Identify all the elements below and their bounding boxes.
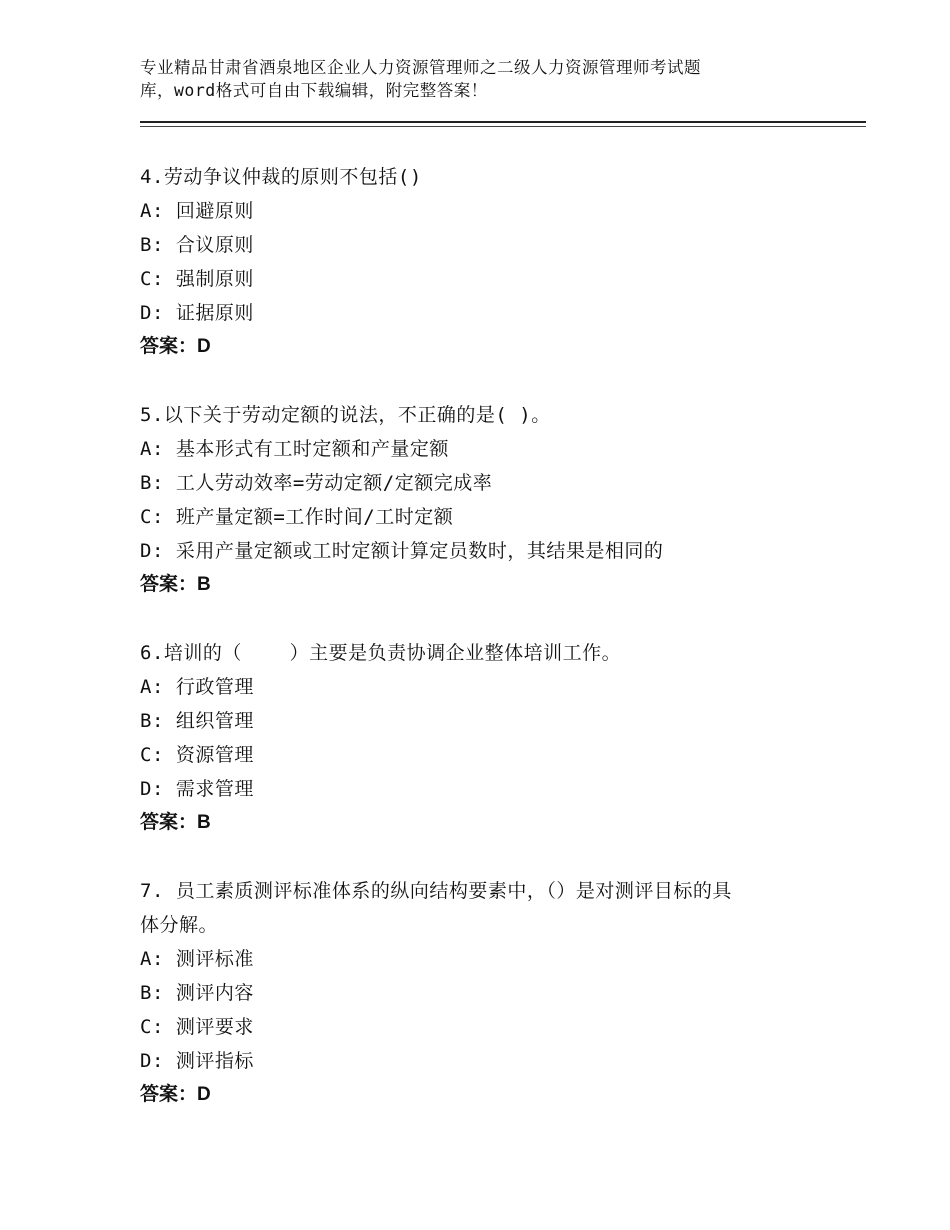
- question-4: [140, 160, 840, 364]
- option-b: B: 组织管理: [140, 710, 254, 732]
- question-stem: 5.以下关于劳动定额的说法，不正确的是( )。: [140, 404, 551, 426]
- option-a: A: 基本形式有工时定额和产量定额: [140, 438, 449, 460]
- header-title-line-2: 库，word格式可自由下载编辑，附完整答案！: [140, 81, 488, 100]
- document-header: [140, 56, 840, 102]
- answer-label: 答案：B: [140, 574, 211, 595]
- question-7: [140, 874, 840, 1112]
- option-b: B: 合议原则: [140, 234, 254, 256]
- option-c: C: 班产量定额=工作时间/工时定额: [140, 506, 454, 528]
- answer-label: 答案：B: [140, 812, 211, 833]
- option-d: D: 需求管理: [140, 778, 254, 800]
- option-d: D: 证据原则: [140, 302, 254, 324]
- answer-label: 答案：D: [140, 1084, 211, 1105]
- header-title-line-1: 专业精品甘肃省酒泉地区企业人力资源管理师之二级人力资源管理师考试题: [140, 58, 701, 77]
- question-list: [140, 160, 840, 1146]
- option-a: A: 行政管理: [140, 676, 254, 698]
- option-b: B: 工人劳动效率=劳动定额/定额完成率: [140, 472, 493, 494]
- option-c: C: 资源管理: [140, 744, 254, 766]
- option-a: A: 回避原则: [140, 200, 254, 222]
- option-d: D: 采用产量定额或工时定额计算定员数时，其结果是相同的: [140, 540, 664, 562]
- option-c: C: 强制原则: [140, 268, 254, 290]
- question-stem: 4.劳动争议仲裁的原则不包括(): [140, 166, 422, 188]
- option-c: C: 测评要求: [140, 1016, 254, 1038]
- option-d: D: 测评指标: [140, 1050, 254, 1072]
- header-divider-thick: [140, 121, 866, 123]
- question-stem-line-1: 7. 员工素质测评标准体系的纵向结构要素中，（）是对测评目标的具: [140, 880, 732, 902]
- question-5: [140, 398, 840, 602]
- option-a: A: 测评标准: [140, 948, 254, 970]
- question-stem: 6.培训的（ ）主要是负责协调企业整体培训工作。: [140, 642, 622, 664]
- answer-label: 答案：D: [140, 336, 211, 357]
- question-stem-line-2: 体分解。: [140, 914, 219, 936]
- header-divider-thin: [140, 126, 866, 127]
- option-b: B: 测评内容: [140, 982, 254, 1004]
- question-6: [140, 636, 840, 840]
